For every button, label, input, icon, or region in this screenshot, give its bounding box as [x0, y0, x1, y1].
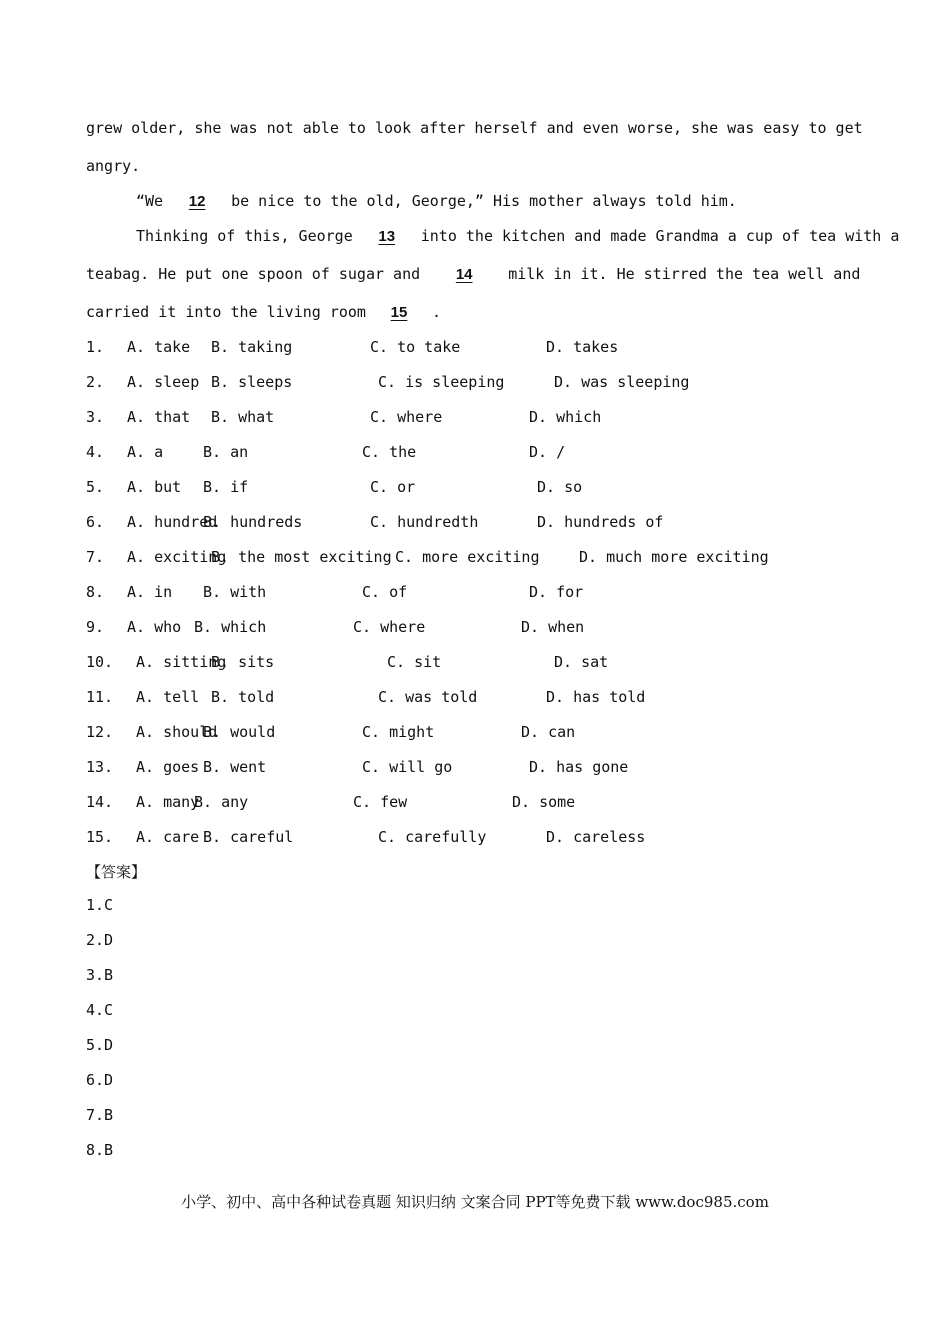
option-c: C. to take [370, 338, 461, 356]
option-d: D. when [521, 618, 585, 636]
option-b: B. would [203, 723, 276, 741]
question-number: 10. [86, 653, 114, 671]
option-d: D. hundreds of [537, 513, 664, 531]
option-d: D. which [529, 408, 602, 426]
option-a: A. many [136, 793, 200, 811]
option-a: A. in [127, 583, 173, 601]
option-d: D. has gone [529, 758, 629, 776]
passage-text: . [431, 303, 441, 321]
passage-line [136, 191, 737, 211]
option-b: B. careful [203, 828, 294, 846]
option-b: B. which [194, 618, 267, 636]
option-d: D. has told [546, 688, 646, 706]
passage-line [136, 226, 899, 246]
question-number: 13. [86, 758, 114, 776]
option-d: D. was sleeping [554, 373, 690, 391]
passage-text: Thinking of this, George [136, 227, 353, 245]
option-d: D. so [537, 478, 583, 496]
answer-item: 8.B [86, 1141, 114, 1159]
option-c: C. hundredth [370, 513, 479, 531]
passage-text: carried it into the living room [86, 303, 366, 321]
answer-item: 7.B [86, 1106, 114, 1124]
blank-13: 13 [378, 228, 396, 245]
option-a: A. who [127, 618, 182, 636]
passage-line: angry. [86, 157, 141, 175]
option-d: D. for [529, 583, 584, 601]
option-a: A. that [127, 408, 191, 426]
option-a: A. should [136, 723, 218, 741]
option-d: D. much more exciting [579, 548, 769, 566]
option-c: C. where [353, 618, 426, 636]
option-d: D. sat [554, 653, 609, 671]
passage-text: “We [136, 192, 164, 210]
question-number: 4. [86, 443, 105, 461]
question-number: 1. [86, 338, 105, 356]
option-b: B. went [203, 758, 267, 776]
footer-banner: 小学、初中、高中各种试卷真题 知识归纳 文案合同 PPT等免费下载 www.doc985.com [181, 1193, 769, 1211]
option-a: A. take [127, 338, 191, 356]
option-b: B. taking [211, 338, 293, 356]
option-c: C. few [353, 793, 408, 811]
option-c: C. or [370, 478, 416, 496]
option-b: B. what [211, 408, 275, 426]
option-b: B. the most exciting [211, 548, 392, 566]
blank-12: 12 [188, 193, 206, 210]
option-c: C. where [370, 408, 443, 426]
question-number: 9. [86, 618, 105, 636]
option-c: C. the [362, 443, 417, 461]
question-number: 15. [86, 828, 114, 846]
question-number: 5. [86, 478, 105, 496]
passage-line: grew older, she was not able to look after herself and even worse, she was easy to get [86, 119, 863, 137]
option-a: A. but [127, 478, 182, 496]
option-a: A. exciting [127, 548, 227, 566]
question-number: 12. [86, 723, 114, 741]
option-b: B. told [211, 688, 275, 706]
answers-heading: 【答案】 [86, 863, 147, 881]
question-number: 3. [86, 408, 105, 426]
option-b: B. any [194, 793, 249, 811]
answer-item: 6.D [86, 1071, 114, 1089]
option-a: A. care [136, 828, 200, 846]
passage-text: be nice to the old, George,” His mother always told him. [231, 192, 737, 210]
option-d: D. takes [546, 338, 619, 356]
question-number: 2. [86, 373, 105, 391]
blank-15: 15 [390, 304, 408, 321]
answer-item: 1.C [86, 896, 114, 914]
answer-item: 3.B [86, 966, 114, 984]
question-number: 8. [86, 583, 105, 601]
option-a: A. a [127, 443, 164, 461]
option-c: C. might [362, 723, 435, 741]
passage-text: into the kitchen and made Grandma a cup of tea with a [420, 227, 900, 245]
option-a: A. tell [136, 688, 200, 706]
option-a: A. sleep [127, 373, 200, 391]
option-c: C. of [362, 583, 408, 601]
option-d: D. some [512, 793, 576, 811]
answer-item: 5.D [86, 1036, 114, 1054]
option-b: B. sits [211, 653, 275, 671]
option-d: D. / [529, 443, 566, 461]
question-number: 6. [86, 513, 105, 531]
option-b: B. hundreds [203, 513, 303, 531]
option-a: A. hundred [127, 513, 218, 531]
option-d: D. careless [546, 828, 646, 846]
option-d: D. can [521, 723, 576, 741]
passage-text: milk in it. He stirred the tea well and [508, 265, 861, 283]
passage-text: teabag. He put one spoon of sugar and [86, 265, 421, 283]
option-c: C. is sleeping [378, 373, 505, 391]
answer-item: 4.C [86, 1001, 114, 1019]
option-c: C. carefully [378, 828, 487, 846]
option-c: C. will go [362, 758, 453, 776]
question-number: 7. [86, 548, 105, 566]
option-b: B. sleeps [211, 373, 293, 391]
option-b: B. with [203, 583, 267, 601]
blank-14: 14 [455, 266, 473, 283]
option-b: B. an [203, 443, 249, 461]
option-a: A. goes [136, 758, 200, 776]
question-number: 14. [86, 793, 114, 811]
option-c: C. was told [378, 688, 478, 706]
passage-line [86, 264, 860, 284]
option-c: C. more exciting [395, 548, 540, 566]
option-c: C. sit [387, 653, 442, 671]
answer-item: 2.D [86, 931, 114, 949]
option-b: B. if [203, 478, 249, 496]
passage-line [86, 302, 441, 322]
option-a: A. sitting [136, 653, 227, 671]
question-number: 11. [86, 688, 114, 706]
